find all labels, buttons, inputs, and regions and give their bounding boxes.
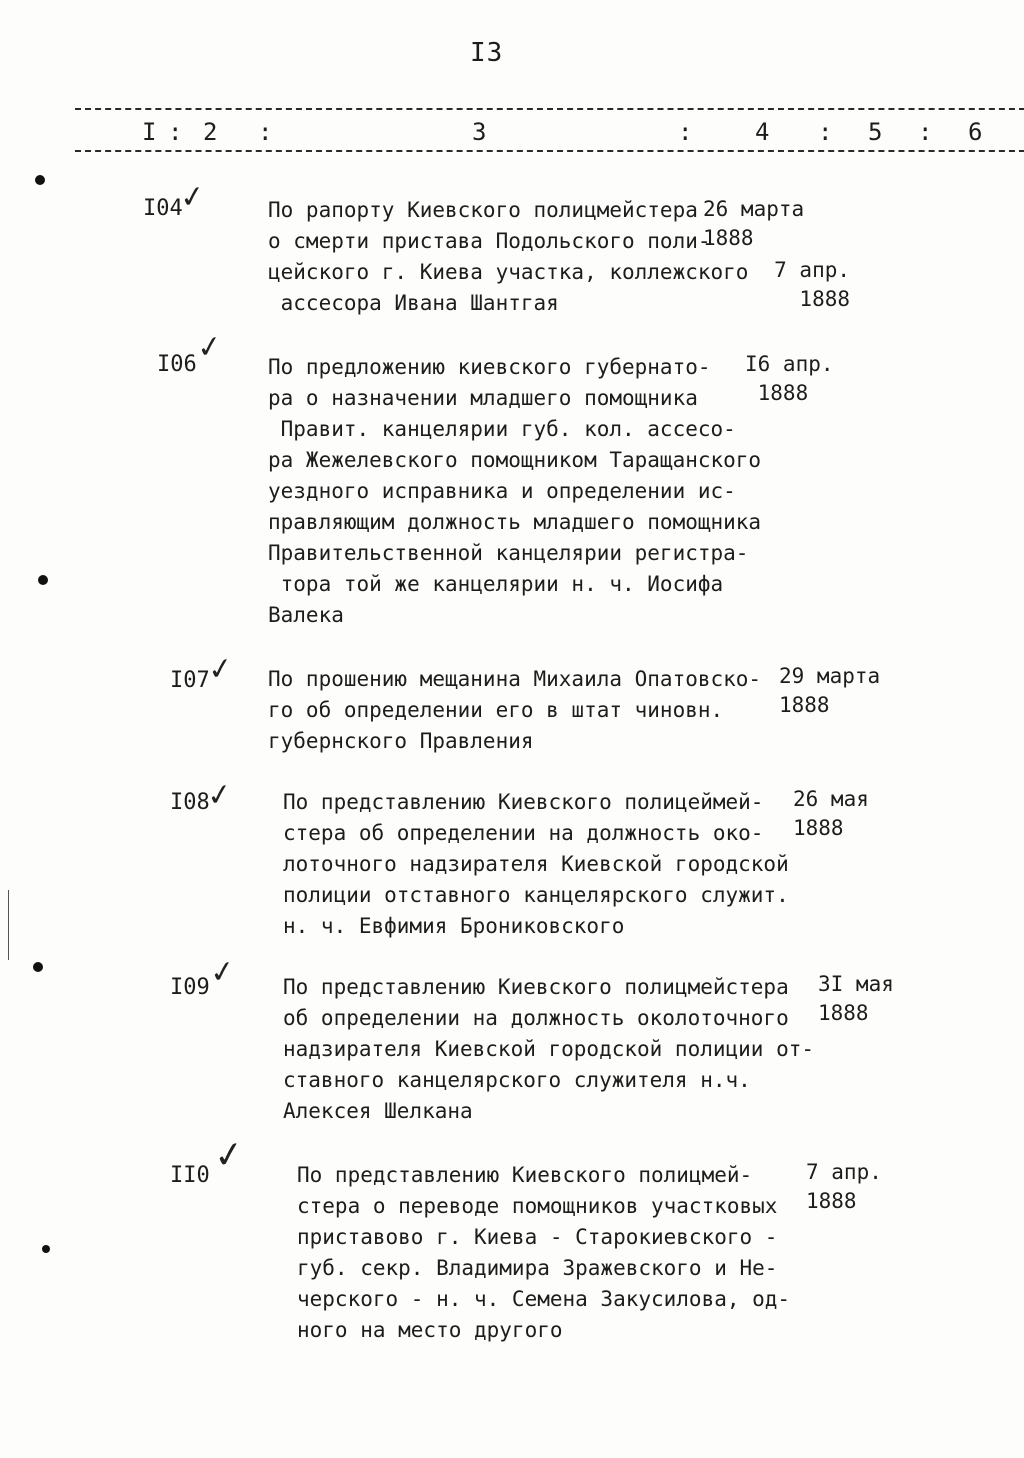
entry-line: Правительственной канцелярии регистра- xyxy=(268,541,749,565)
column-separator: : xyxy=(678,118,693,146)
column-separator: : xyxy=(168,118,183,146)
punch-hole xyxy=(38,575,48,585)
entry-line: полиции отставного канцелярского служит. xyxy=(283,883,789,907)
entry-text xyxy=(268,352,761,631)
entry-start-date: 26 марта 1888 xyxy=(703,197,805,250)
entry-line: По прошению мещанина Михаила Опатовско- xyxy=(268,667,762,691)
header-rule-bottom xyxy=(75,150,1024,152)
entry-text xyxy=(297,1160,790,1346)
entry-number: I04 xyxy=(143,196,183,221)
entry-start-date: 7 апр. 1888 xyxy=(806,1160,882,1213)
entry-start-date: I6 апр. 1888 xyxy=(745,352,834,405)
entry-text xyxy=(283,787,789,942)
column-header-5: 5 xyxy=(868,118,883,146)
entry-line: тора той же канцелярии н. ч. Иосифа xyxy=(268,572,724,596)
column-header-6: 6 xyxy=(968,118,983,146)
entry-line: По представлению Киевского полицеймей- xyxy=(283,790,764,814)
entry-line: лоточного надзирателя Киевской городской xyxy=(283,852,789,876)
entry-line: об определении на должность околоточного xyxy=(283,1006,789,1030)
column-separator: : xyxy=(918,118,933,146)
entry-line: черского - н. ч. Семена Закусилова, од- xyxy=(297,1287,791,1311)
entry-text xyxy=(268,664,761,757)
entry-line: ра Жежелевского помощником Таращанского xyxy=(268,448,762,472)
entry-line: уездного исправника и определении ис- xyxy=(268,479,736,503)
entry-number: I09 xyxy=(170,975,210,1000)
checkmark-icon: ✓ xyxy=(194,328,225,367)
entry-line: го об определении его в штат чиновн. xyxy=(268,698,724,722)
entry-line: стера о переводе помощников участковых xyxy=(297,1194,778,1218)
entry-line: ра о назначении младшего помощника xyxy=(268,386,698,410)
column-header-3: 3 xyxy=(472,118,487,146)
page-number: I3 xyxy=(470,38,504,68)
checkmark-icon: ✓ xyxy=(205,650,236,689)
column-header-1: I xyxy=(142,118,157,146)
entry-line: о смерти пристава Подольского поли- xyxy=(268,229,711,253)
column-header-2: 2 xyxy=(203,118,218,146)
entry-line: По представлению Киевского полицмейстера xyxy=(283,975,789,999)
entry-line: По предложению киевского губернато- xyxy=(268,355,711,379)
punch-hole xyxy=(33,962,43,972)
entry-number: I06 xyxy=(157,352,197,377)
header-rule-top xyxy=(75,108,1024,110)
entry-line: стера об определении на должность око- xyxy=(283,821,764,845)
entry-line: приставово г. Киева - Старокиевского - xyxy=(297,1225,778,1249)
entry-line: цейского г. Киева участка, коллежского xyxy=(268,260,749,284)
entry-text xyxy=(283,972,814,1127)
entry-end-date: 7 апр. 1888 xyxy=(774,258,850,311)
entry-line: н. ч. Евфимия Брониковского xyxy=(283,914,625,938)
checkmark-icon: ✓ xyxy=(207,953,238,992)
checkmark-icon: ✓ xyxy=(204,776,235,815)
column-separator: : xyxy=(818,118,833,146)
entry-line: Правит. канцелярии губ. кол. ассесо- xyxy=(268,417,736,441)
entry-text xyxy=(268,195,748,319)
punch-hole xyxy=(42,1245,50,1253)
entry-start-date: 3I мая 1888 xyxy=(818,972,894,1025)
column-separator: : xyxy=(258,118,273,146)
entry-number: I08 xyxy=(170,790,210,815)
column-header-4: 4 xyxy=(755,118,770,146)
punch-hole xyxy=(35,175,45,185)
entry-line: По представлению Киевского полицмей- xyxy=(297,1163,753,1187)
entry-number: II0 xyxy=(170,1163,210,1188)
entry-start-date: 26 мая 1888 xyxy=(793,787,869,840)
entry-line: ного на место другого xyxy=(297,1318,563,1342)
entry-line: Валека xyxy=(268,603,344,627)
entry-line: правляющим должность младшего помощника xyxy=(268,510,762,534)
entry-line: губ. секр. Владимира Зражевского и Не- xyxy=(297,1256,778,1280)
entry-line: губернского Правления xyxy=(268,729,534,753)
entry-line: ставного канцелярского служителя н.ч. xyxy=(283,1068,751,1092)
margin-line xyxy=(8,890,9,960)
entry-line: По рапорту Киевского полицмейстера xyxy=(268,198,698,222)
entry-line: ассесора Ивана Шантгая xyxy=(268,291,559,315)
checkmark-icon: ✓ xyxy=(211,1133,247,1178)
checkmark-icon: ✓ xyxy=(177,178,208,217)
entry-line: надзирателя Киевской городской полиции от- xyxy=(283,1037,815,1061)
entry-number: I07 xyxy=(170,668,210,693)
entry-start-date: 29 марта 1888 xyxy=(779,664,881,717)
entry-line: Алексея Шелкана xyxy=(283,1099,473,1123)
